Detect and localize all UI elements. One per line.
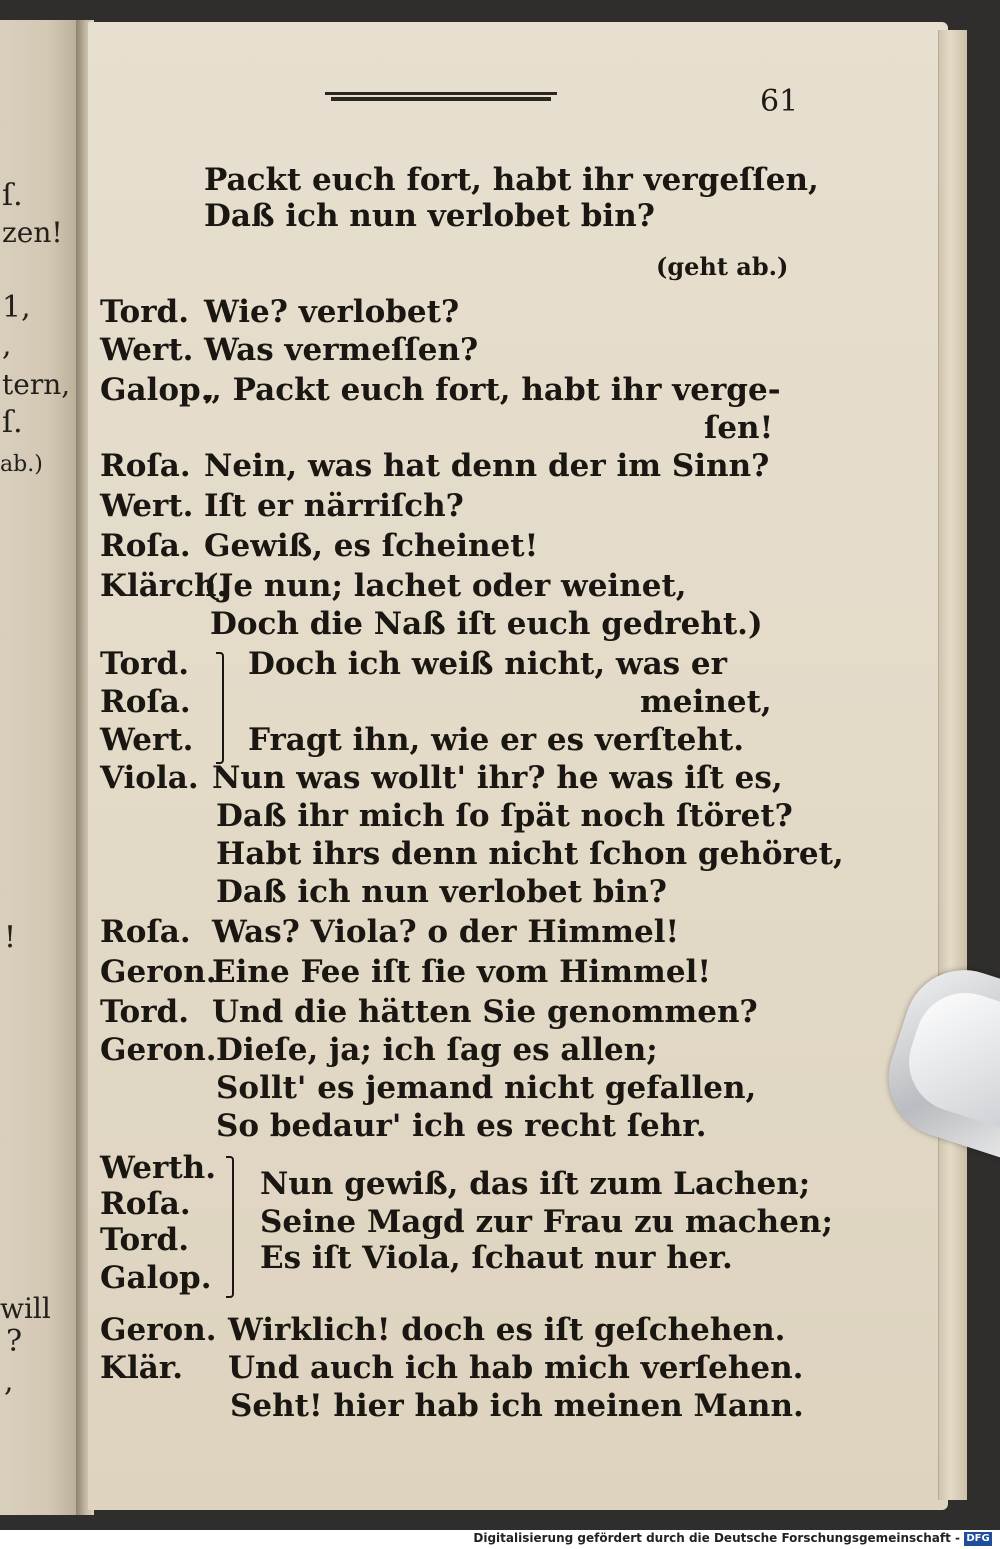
verse-line: Nun was wollt' ihr? he was iſt es, xyxy=(212,760,783,796)
verse-line: Was? Viola? o der Himmel! xyxy=(212,914,680,950)
verse-line: Doch die Naß iſt euch gedreht.) xyxy=(210,606,763,642)
stage-direction: (geht ab.) xyxy=(656,252,789,281)
left-page-fragment: ab.) xyxy=(0,452,43,477)
speaker-label: Klär. xyxy=(100,1350,184,1386)
left-page-fragment: zen! xyxy=(2,216,63,249)
verse-line: „ Packt euch fort, habt ihr verge- xyxy=(204,372,781,408)
speaker-label: Wert. xyxy=(100,488,194,524)
verse-line: Doch ich weiß nicht, was er xyxy=(248,646,727,682)
verse-line: Es iſt Viola, ſchaut nur her. xyxy=(260,1240,733,1276)
speaker-label: Werth. xyxy=(100,1150,216,1186)
verse-line: Fragt ihn, wie er es verſteht. xyxy=(248,722,744,758)
verse-line: Daß ich nun verlobet bin? xyxy=(204,198,655,234)
speaker-label: Klärch. xyxy=(100,568,228,604)
speaker-label: Galop. xyxy=(100,1260,212,1296)
left-page-fragment: , xyxy=(4,1364,14,1399)
left-page-fragment: ſ. xyxy=(2,405,23,440)
speaker-label: Galop. xyxy=(100,372,212,408)
verse-line: Und die hätten Sie genommen? xyxy=(212,994,758,1030)
speaker-label: Geron. xyxy=(100,954,217,990)
speaker-label: Tord. xyxy=(100,646,189,682)
speaker-label: Roſa. xyxy=(100,1186,191,1222)
speaker-label: Roſa. xyxy=(100,684,191,720)
speaker-label: Tord. xyxy=(100,994,189,1030)
verse-line: Iſt er närriſch? xyxy=(204,488,464,524)
speaker-label: Wert. xyxy=(100,332,194,368)
page-edge xyxy=(938,30,967,1500)
footer-credit: Digitalisierung gefördert durch die Deutsche Forschungsgemeinschaft - xyxy=(473,1531,960,1545)
verse-line: Packt euch fort, habt ihr vergeſſen, xyxy=(204,162,819,198)
verse-line: Habt ihrs denn nicht ſchon gehöret, xyxy=(216,836,844,872)
verse-line: So bedaur' ich es recht ſehr. xyxy=(216,1108,707,1144)
verse-line: Dieſe, ja; ich ſag es allen; xyxy=(216,1032,658,1068)
speaker-label: Roſa. xyxy=(100,528,191,564)
speaker-label: Geron. xyxy=(100,1312,217,1348)
verse-line: Nein, was hat denn der im Sinn? xyxy=(204,448,770,484)
footer-bar xyxy=(0,1530,1000,1549)
left-page-fragment: tern, xyxy=(2,368,71,401)
verse-line: Gewiß, es ſcheinet! xyxy=(204,528,539,564)
left-page-fragment: 1, xyxy=(2,290,31,325)
verse-line: Nun gewiß, das iſt zum Lachen; xyxy=(260,1166,811,1202)
verse-line: Daß ich nun verlobet bin? xyxy=(216,874,667,910)
header-ornament-rule xyxy=(325,92,557,102)
speaker-label: Tord. xyxy=(100,294,189,330)
verse-line: Was vermeſſen? xyxy=(204,332,479,368)
verse-line: meinet, xyxy=(640,684,772,720)
verse-line: ſen! xyxy=(704,410,774,446)
speaker-label: Wert. xyxy=(100,722,194,758)
verse-line: Eine Fee iſt ſie vom Himmel! xyxy=(212,954,711,990)
speaker-label: Roſa. xyxy=(100,448,191,484)
verse-line: Daß ihr mich ſo ſpät noch ſtöret? xyxy=(216,798,793,834)
speaker-label: Viola. xyxy=(100,760,199,796)
speaker-group-brace xyxy=(226,1156,234,1298)
verse-line: Und auch ich hab mich verſehen. xyxy=(228,1350,804,1386)
verse-line: Wirklich! doch es iſt geſchehen. xyxy=(228,1312,786,1348)
speaker-label: Tord. xyxy=(100,1222,189,1258)
speaker-label: Roſa. xyxy=(100,914,191,950)
speaker-group-brace xyxy=(216,652,224,764)
dfg-logo: DFG xyxy=(964,1532,992,1546)
left-page-fragment: ? xyxy=(6,1324,23,1359)
verse-line: Seht! hier hab ich meinen Mann. xyxy=(230,1388,804,1424)
verse-line: Sollt' es jemand nicht gefallen, xyxy=(216,1070,757,1106)
left-page-fragment: ſ. xyxy=(2,178,23,213)
left-page-fragment: , xyxy=(2,328,12,363)
verse-line: (Je nun; lachet oder weinet, xyxy=(204,568,687,604)
verse-line: Wie? verlobet? xyxy=(204,294,460,330)
verse-line: Seine Magd zur Frau zu machen; xyxy=(260,1204,833,1240)
speaker-label: Geron. xyxy=(100,1032,217,1068)
left-page-fragment: will xyxy=(0,1292,51,1325)
page-number: 61 xyxy=(760,84,799,119)
left-page-fragment: ! xyxy=(4,920,17,955)
